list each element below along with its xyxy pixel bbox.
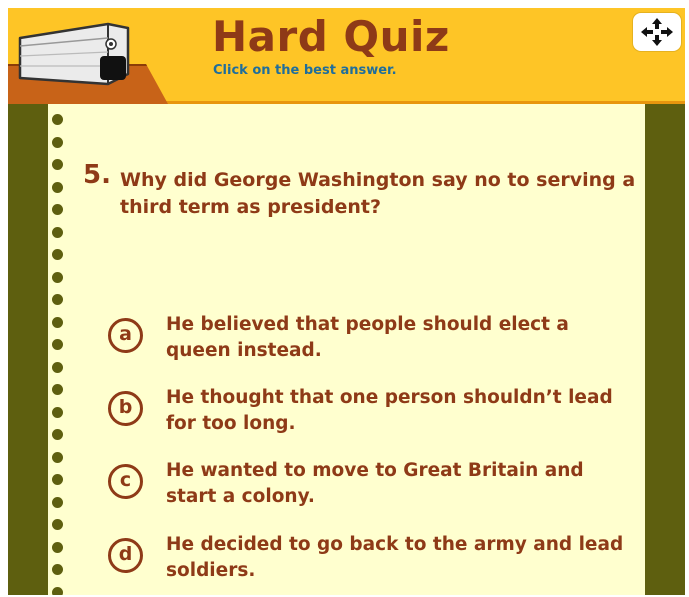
binder-hole [52,362,63,373]
binder-hole [52,407,63,418]
binder-hole [52,384,63,395]
binder-hole [52,519,63,530]
binder-hole [52,294,63,305]
binder-hole [52,452,63,463]
binder-hole [52,474,63,485]
question-text: Why did George Washington say no to serving a third term as president? [120,169,636,218]
answer-letter-badge: c [108,464,143,499]
binder-hole [52,159,63,170]
pencil-sharpener-icon [12,22,162,92]
binder-hole [52,564,63,575]
answer-text: He wanted to move to Great Britain and start a colony. [166,460,584,507]
binder-hole [52,542,63,553]
answer-option-b[interactable] [108,385,628,445]
answer-text: He decided to go back to the army and lead soldiers. [166,534,624,581]
quiz-instructions: Click on the best answer. [213,63,397,78]
binder-hole [52,182,63,193]
binder-hole [52,339,63,350]
answer-letter-badge: a [108,318,143,353]
binder-hole [52,587,63,596]
binder-hole [52,317,63,328]
question-number: 5. [83,160,111,190]
answer-text: He thought that one person shouldn’t lead for too long. [166,387,613,434]
binder-holes [52,104,68,595]
binder-hole [52,429,63,440]
binder-hole [52,249,63,260]
binder-hole [52,114,63,125]
answer-option-a[interactable] [108,312,628,372]
answer-option-c[interactable] [108,458,628,518]
answer-option-d[interactable] [108,532,628,592]
answer-letter-badge: d [108,538,143,573]
move-arrows-icon [640,17,674,47]
binder-hole [52,137,63,148]
binder-hole [52,227,63,238]
notebook-paper [48,104,645,595]
answer-text: He believed that people should elect a queen instead. [166,314,569,361]
binder-hole [52,497,63,508]
binder-hole [52,272,63,283]
move-button[interactable] [633,13,681,51]
quiz-frame [8,8,685,595]
answer-letter-badge: b [108,391,143,426]
binder-hole [52,204,63,215]
quiz-header [8,8,685,104]
quiz-title: Hard Quiz [212,12,450,61]
